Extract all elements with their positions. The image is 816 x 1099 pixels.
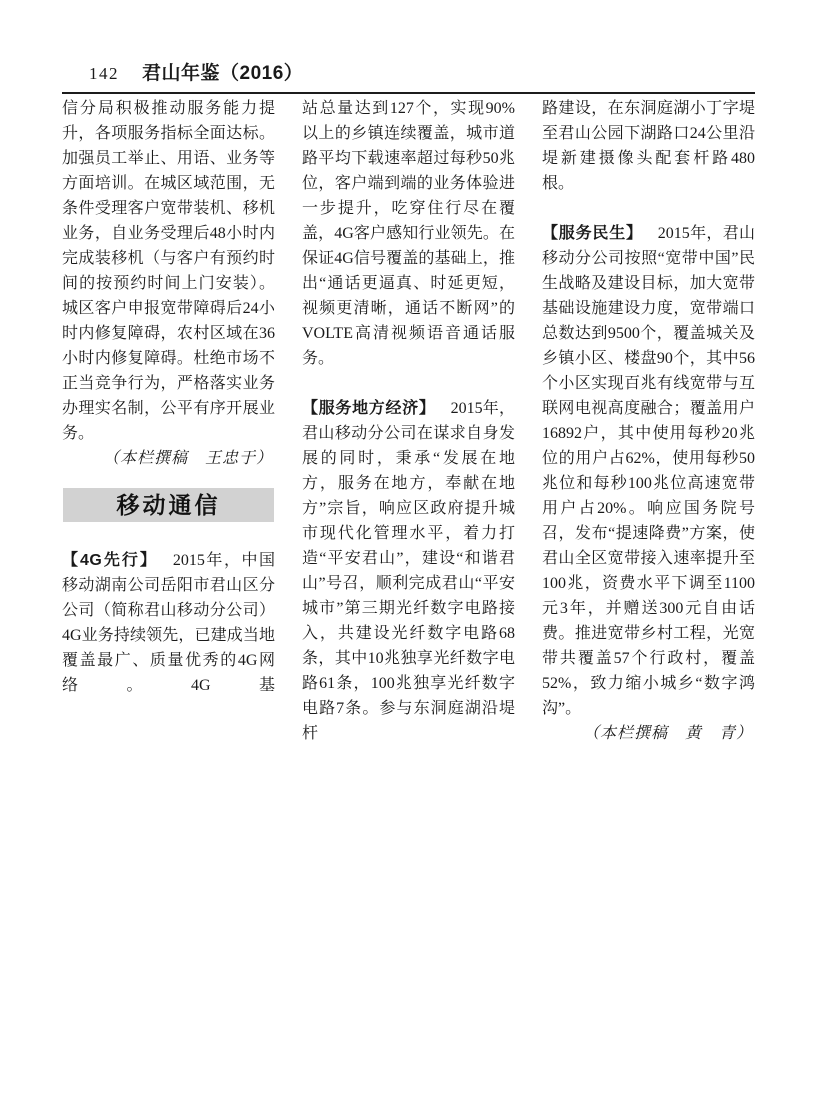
column-3 [542,96,755,746]
byline-huang-qing: （本栏撰稿 黄 青） [582,725,753,742]
entry-text-serving-local-economy: 2015年，君山移动分公司在谋求自身发展的同时，秉承“发展在地方，服务在地方，奉献在地方”宗旨，响应区政府提升城市现代化管理水平，着力打造“平安君山”，建设“和谐君山”号召，顺利完成君山“平安城市”第三期光纤数字电路接入，共建设光纤数字电路68条，其中10兆独享光纤数字电路61条，100兆独享光纤数字电路7条。参与东洞庭湖沿堤杆 [302,400,515,742]
entry-serving-livelihood [542,221,755,721]
entry-text-4g-pioneer: 2015年，中国移动湖南公司岳阳市君山区分公司（简称君山移动分公司）4G业务持续领先，已建成当地覆盖最广、质量优秀的4G网络。4G基 [62,552,275,694]
entry-4g-pioneer [62,548,275,698]
page-header [62,58,755,94]
yearbook-title: 君山年鉴（2016） [142,63,304,84]
byline-wang-zhongyu: （本栏撰稿 王忠于） [102,450,273,467]
section-heading-mobile-communications: 移动通信 [63,488,274,522]
column-2 [302,96,515,746]
column-1 [62,96,275,746]
entry-heading-serving-local-economy: 【服务地方经济】 [302,400,436,417]
body-paragraph-4g-continued: 站总量达到127个，实现90%以上的乡镇连续覆盖，城市道路平均下载速率超过每秒50兆位，客户端到端的业务体验进一步提升，吃穿住行尽在覆盖，4G客户感知行业领先。在保证4G信号覆盖的基础上，推出“通话更逼真、时延更短，视频更清晰，通话不断网”的VOLTE高清视频语音通话服务。 [302,100,515,367]
body-paragraph-economy-continued: 路建设，在东洞庭湖小丁字堤至君山公园下湖路口24公里沿堤新建摄像头配套杆路480根。 [542,100,755,192]
entry-text-serving-livelihood: 2015年，君山移动分公司按照“宽带中国”民生战略及建设目标，加大宽带基础设施建设力度，宽带端口总数达到9500个，覆盖城关及乡镇小区、楼盘90个，其中56个小区实现百兆有线宽带与互联网电视高度融合；覆盖用户16892户，其中使用每秒20兆位的用户占62%，使用每秒50兆位和每秒100兆位高速宽带用户占20%。响应国务院号召，发布“提速降费”方案，使君山全区宽带接入速率提升至100兆，资费水平下调至1100元3年，并赠送300元自由话费。推进宽带乡村工程，光宽带共覆盖57个行政村，覆盖52%，致力缩小城乡“数字鸿沟”。 [542,225,755,717]
entry-serving-local-economy [302,396,515,746]
body-paragraph-service-quality: 信分局积极推动服务能力提升，各项服务指标全面达标。加强员工举止、用语、业务等方面培训。在城区域范围，无条件受理客户宽带装机、移机业务，自业务受理后48小时内完成装移机（与客户有预约时间的按预约时间上门安装）。城区客户申报宽带障碍后24小时内修复障碍，农村区域在36小时内修复障碍。杜绝市场不正当竞争行为，严格落实业务办理实名制，公平有序开展业务。 [62,100,275,442]
entry-heading-serving-livelihood: 【服务民生】 [542,225,643,242]
page-number: 142 [89,64,119,83]
entry-heading-4g-pioneer: 【4G先行】 [62,552,158,569]
text-columns [62,96,755,746]
